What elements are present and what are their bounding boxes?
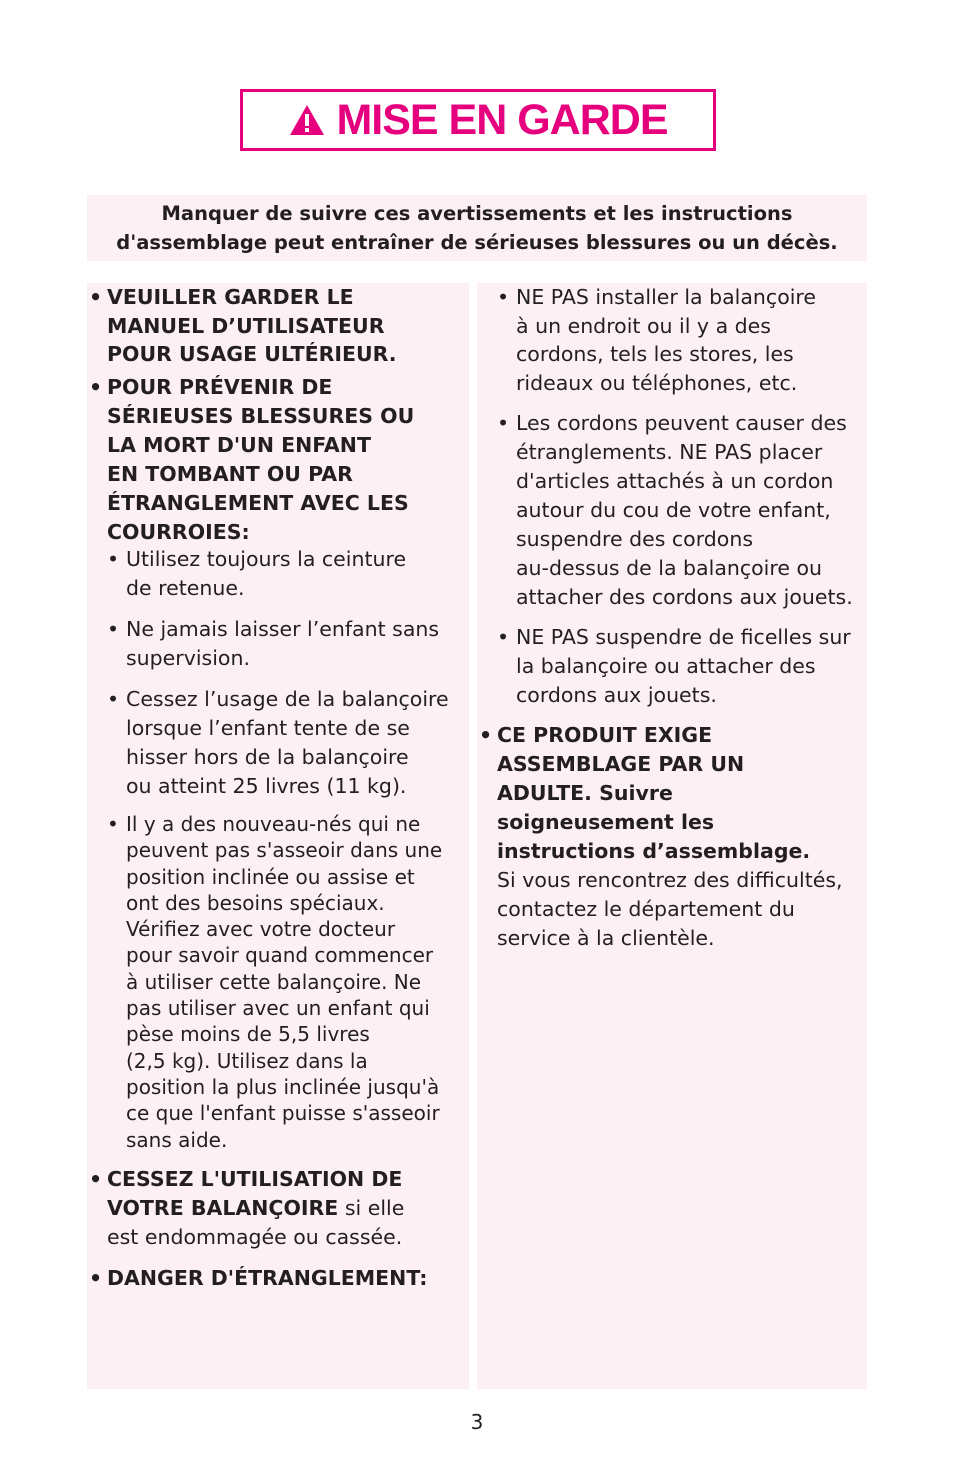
bullet: • — [89, 375, 103, 399]
text-line: la balançoire ou attacher des — [516, 654, 816, 678]
intro-line: d'assemblage peut entraîner de sérieuses blessures ou un décès. — [116, 231, 838, 254]
text-line: lorsque l’enfant tente de se — [126, 716, 410, 740]
bullet: • — [89, 1167, 103, 1191]
text-line: VEUILLER GARDER LE — [107, 285, 354, 309]
text-line: ou atteint 25 livres (11 kg). — [126, 774, 407, 798]
right-column — [477, 283, 867, 1389]
text-line: soigneusement les — [497, 810, 715, 834]
text-line: attacher des cordons aux jouets. — [516, 585, 853, 609]
text-line: cordons, tels les stores, les — [516, 342, 794, 367]
text-line: POUR PRÉVENIR DE — [107, 375, 333, 399]
intro-warning — [87, 195, 867, 261]
text-line: CE PRODUIT EXIGE — [497, 723, 713, 747]
text-line: d'articles attachés à un cordon — [516, 469, 834, 493]
text-regular: si elle — [338, 1196, 405, 1220]
bullet: • — [107, 617, 120, 641]
text-line: Cessez l’usage de la balançoire — [126, 687, 449, 711]
text-line: cordons aux jouets. — [516, 683, 717, 707]
text-line: peuvent pas s'asseoir dans une — [126, 838, 443, 863]
text-line: ce que l'enfant puisse s'asseoir — [126, 1101, 440, 1126]
text-line: au-dessus de la balançoire ou — [516, 556, 823, 580]
text-line: à utiliser cette balançoire. Ne — [126, 969, 422, 994]
text-line: à un endroit ou il y a des — [516, 313, 771, 338]
bullet: • — [497, 285, 510, 309]
text-line: Utilisez toujours la ceinture — [126, 547, 407, 571]
intro-line: Manquer de suivre ces avertissements et les instructions — [161, 202, 793, 225]
bullet: • — [107, 547, 120, 571]
text-line: autour du cou de votre enfant, — [516, 498, 831, 522]
text-line: rideaux ou téléphones, etc. — [516, 371, 798, 396]
text-line: contactez le département du — [497, 897, 795, 921]
text-line: POUR USAGE ULTÉRIEUR. — [107, 342, 397, 366]
text-line: ASSEMBLAGE PAR UN — [497, 752, 745, 776]
text-line: position la plus inclinée jusqu'à — [126, 1074, 440, 1099]
text-line: est endommagée ou cassée. — [107, 1225, 403, 1249]
text-bold: VOTRE BALANÇOIRE — [107, 1196, 339, 1220]
bullet: • — [89, 285, 103, 309]
text-line: NE PAS suspendre de ficelles sur — [516, 625, 851, 649]
text-line: instructions d’assemblage. — [497, 839, 811, 863]
bullet: • — [107, 687, 120, 711]
text-line: NE PAS installer la balançoire — [516, 285, 817, 309]
text-line: Vérifiez avec votre docteur — [126, 917, 396, 942]
page-title: MISE EN GARDE — [336, 95, 668, 144]
text-line: Si vous rencontrez des difficultés, — [497, 868, 843, 892]
text-line: pèse moins de 5,5 livres — [126, 1022, 370, 1047]
bullet: • — [107, 812, 119, 836]
page-number: 3 — [470, 1410, 484, 1434]
text-line: EN TOMBANT OU PAR — [107, 462, 353, 486]
text-line: service à la clientèle. — [497, 926, 715, 950]
text-line: Les cordons peuvent causer des — [516, 411, 847, 435]
text-line: COURROIES: — [107, 520, 250, 544]
text-line: étranglements. NE PAS placer — [516, 440, 823, 464]
text-line: Il y a des nouveau-nés qui ne — [126, 812, 421, 836]
left-column — [87, 283, 469, 1389]
warning-title-box — [240, 89, 716, 151]
text-line: MANUEL D’UTILISATEUR — [107, 313, 385, 338]
text-line: hisser hors de la balançoire — [126, 745, 409, 769]
text-line: sans aide. — [126, 1127, 228, 1152]
bullet: • — [89, 1266, 103, 1290]
text-line: SÉRIEUSES BLESSURES OU — [107, 404, 415, 428]
text-line: pour savoir quand commencer — [126, 943, 434, 968]
text-line: position inclinée ou assise et — [126, 864, 415, 889]
text-line: LA MORT D'UN ENFANT — [107, 433, 371, 457]
bullet: • — [497, 625, 510, 649]
text-line: (2,5 kg). Utilisez dans la — [126, 1048, 368, 1073]
text-line: suspendre des cordons — [516, 527, 754, 551]
text-line: Ne jamais laisser l’enfant sans — [126, 617, 440, 641]
bullet: • — [479, 723, 493, 747]
text-line: supervision. — [126, 646, 250, 670]
text-line: pas utiliser avec un enfant qui — [126, 996, 430, 1021]
bullet: • — [497, 411, 510, 435]
text-line: CESSEZ L'UTILISATION DE — [107, 1167, 403, 1191]
text-line: ont des besoins spéciaux. — [126, 890, 385, 915]
text-line: de retenue. — [126, 576, 245, 600]
text-line: DANGER D'ÉTRANGLEMENT: — [107, 1266, 428, 1290]
text-line: ÉTRANGLEMENT AVEC LES — [107, 491, 409, 515]
text-line: ADULTE. Suivre — [497, 781, 673, 805]
warning-triangle-icon — [288, 103, 326, 137]
